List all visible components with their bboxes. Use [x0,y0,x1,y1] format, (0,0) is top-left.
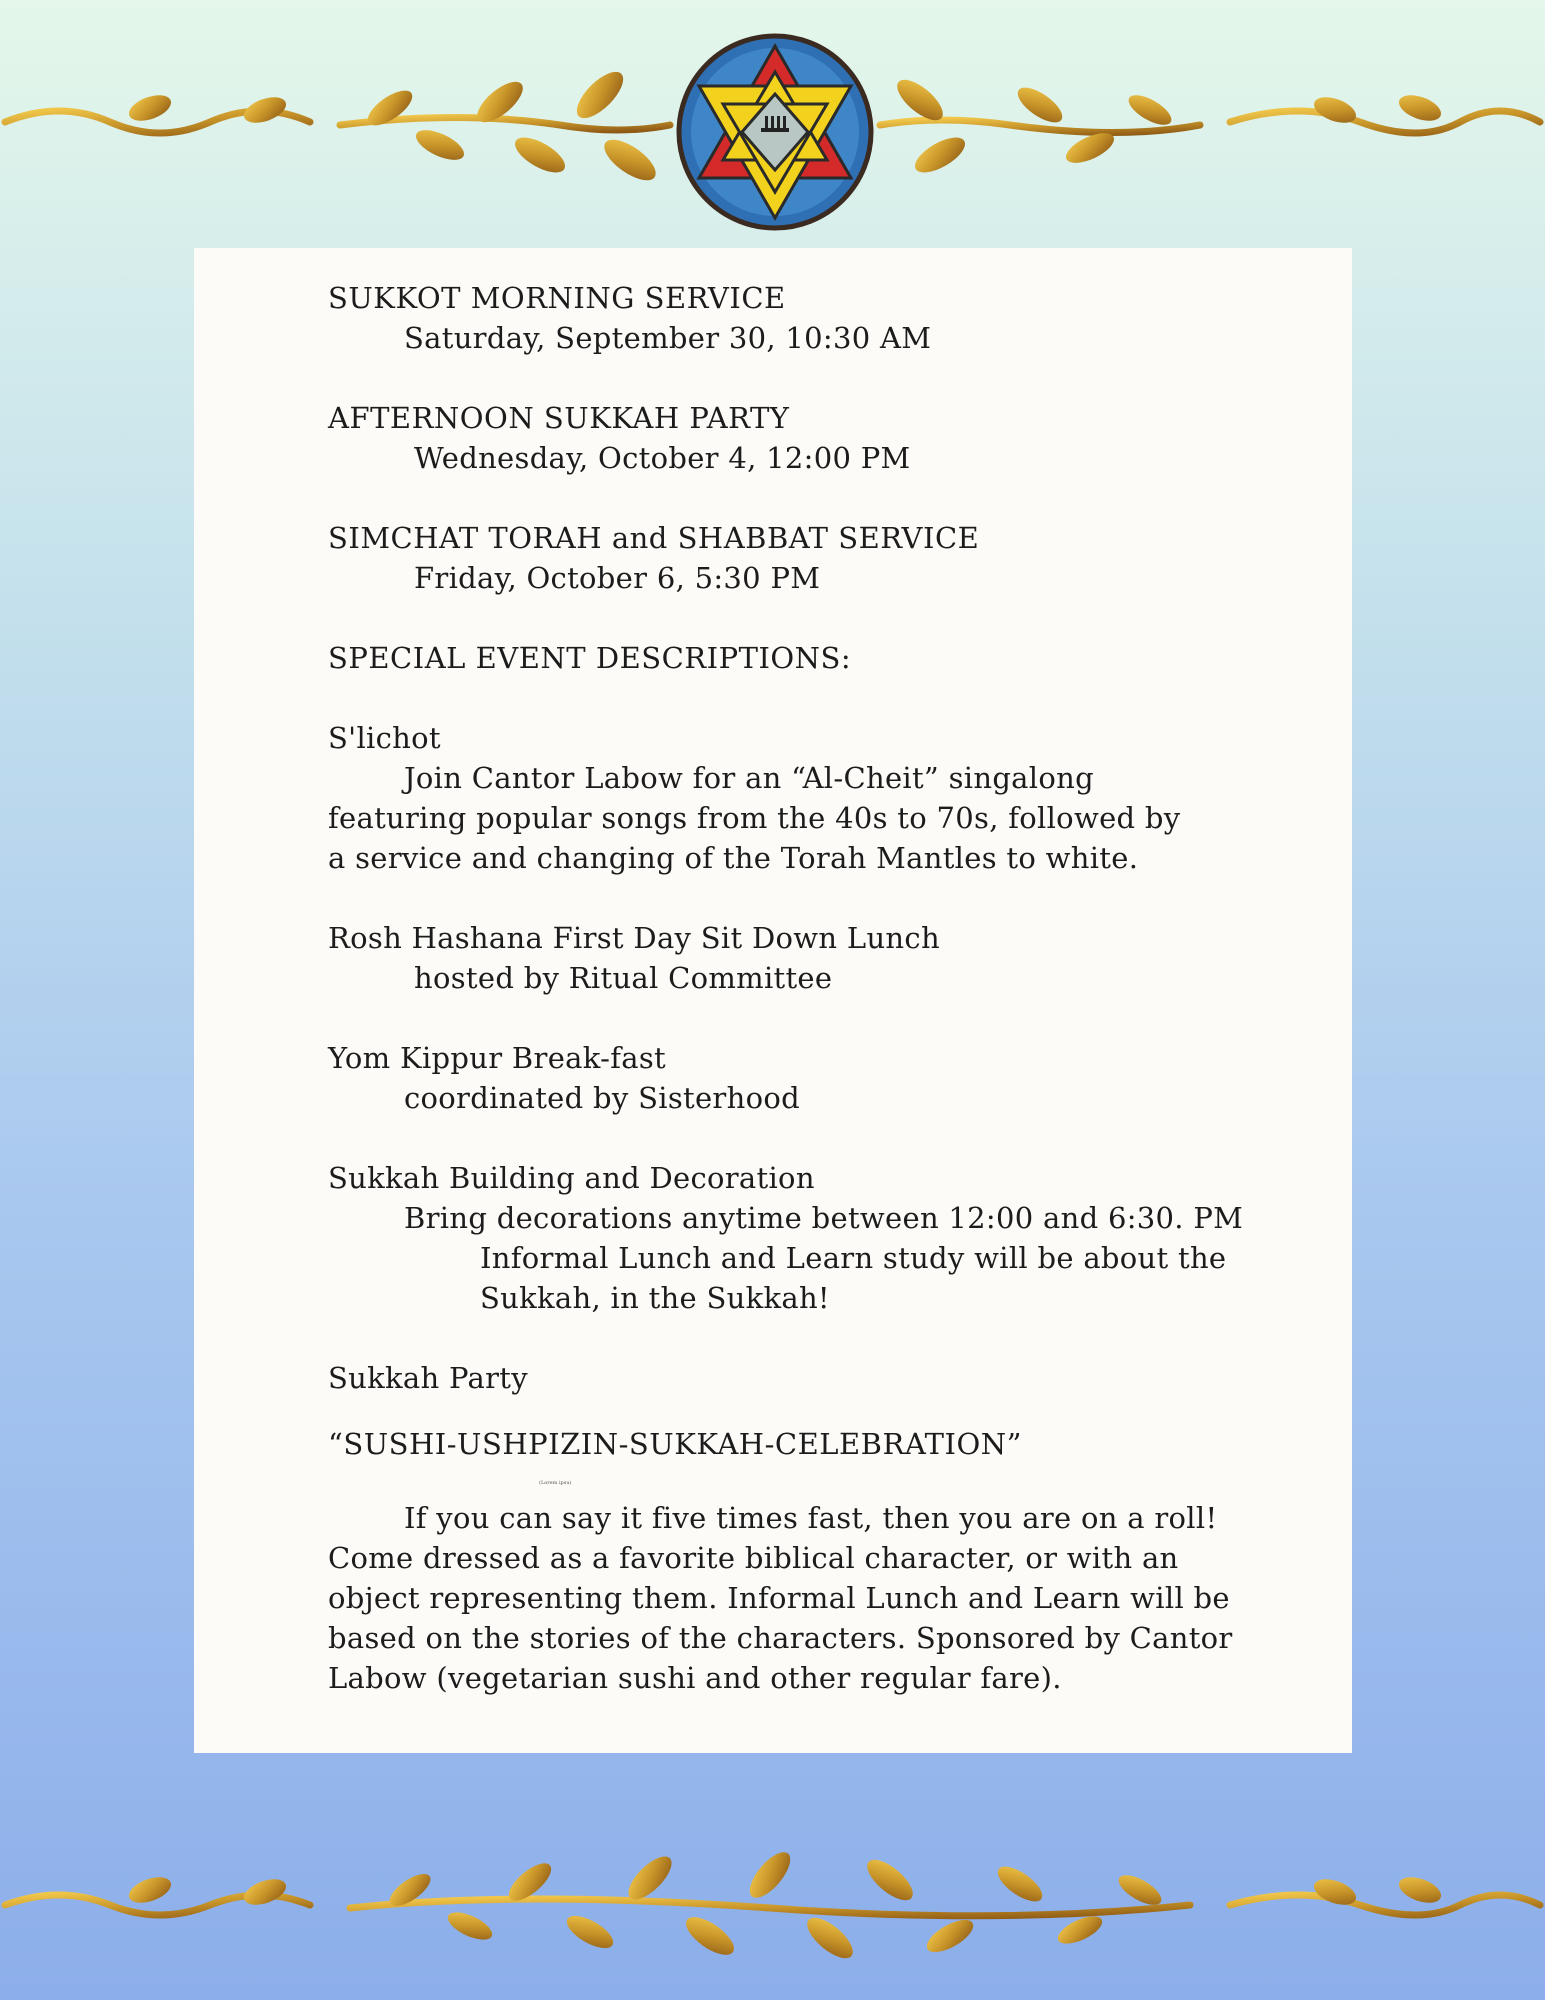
event-date: Friday, October 6, 5:30 PM [414,561,821,595]
slichot-line: Join Cantor Labow for an “Al-Cheit” singalong [404,761,1094,795]
sukkah-party-line: If you can say it five times fast, then you are on a roll! [404,1501,1218,1535]
sukkah-party-line: Labow (vegetarian sushi and other regular fare). [328,1661,1062,1695]
yom-kippur-title: Yom Kippur Break-fast [328,1041,666,1075]
sukkah-building-line: Sukkah, in the Sukkah! [480,1281,830,1315]
sukkah-building-line: Informal Lunch and Learn study will be about the [480,1241,1227,1275]
event-date: Wednesday, October 4, 12:00 PM [414,441,911,475]
fine-print: (Lorem ipsu) [539,1480,572,1486]
sukkah-building-line: Bring decorations anytime between 12:00 and 6:30. PM [404,1201,1244,1235]
rosh-hashana-detail: hosted by Ritual Committee [414,961,833,995]
sukkah-building-title: Sukkah Building and Decoration [328,1161,815,1195]
celebration-title: “SUSHI-USHPIZIN-SUKKAH-CELEBRATION” [328,1427,1022,1461]
sukkah-party-title: Sukkah Party [328,1361,528,1395]
stained-glass-star-of-david-icon [675,32,875,232]
slichot-line: a service and changing of the Torah Mantles to white. [328,841,1139,875]
rosh-hashana-title: Rosh Hashana First Day Sit Down Lunch [328,921,940,955]
sukkah-party-line: Come dressed as a favorite biblical character, or with an [328,1541,1179,1575]
event-schedule-panel [194,248,1352,1753]
yom-kippur-detail: coordinated by Sisterhood [404,1081,800,1115]
schedule-content [328,278,1308,1698]
slichot-line: featuring popular songs from the 40s to 70s, followed by [328,801,1181,835]
event-title: SUKKOT MORNING SERVICE [328,281,786,315]
special-heading: SPECIAL EVENT DESCRIPTIONS: [328,641,852,675]
sukkah-party-line: object representing them. Informal Lunch and Learn will be [328,1581,1230,1615]
event-date: Saturday, September 30, 10:30 AM [404,321,932,355]
sukkah-party-line: based on the stories of the characters. Sponsored by Cantor [328,1621,1233,1655]
gold-leaf-vine-icon [0,1820,1545,1990]
slichot-title: S'lichot [328,721,441,755]
event-title: SIMCHAT TORAH and SHABBAT SERVICE [328,521,980,555]
event-title: AFTERNOON SUKKAH PARTY [328,401,790,435]
